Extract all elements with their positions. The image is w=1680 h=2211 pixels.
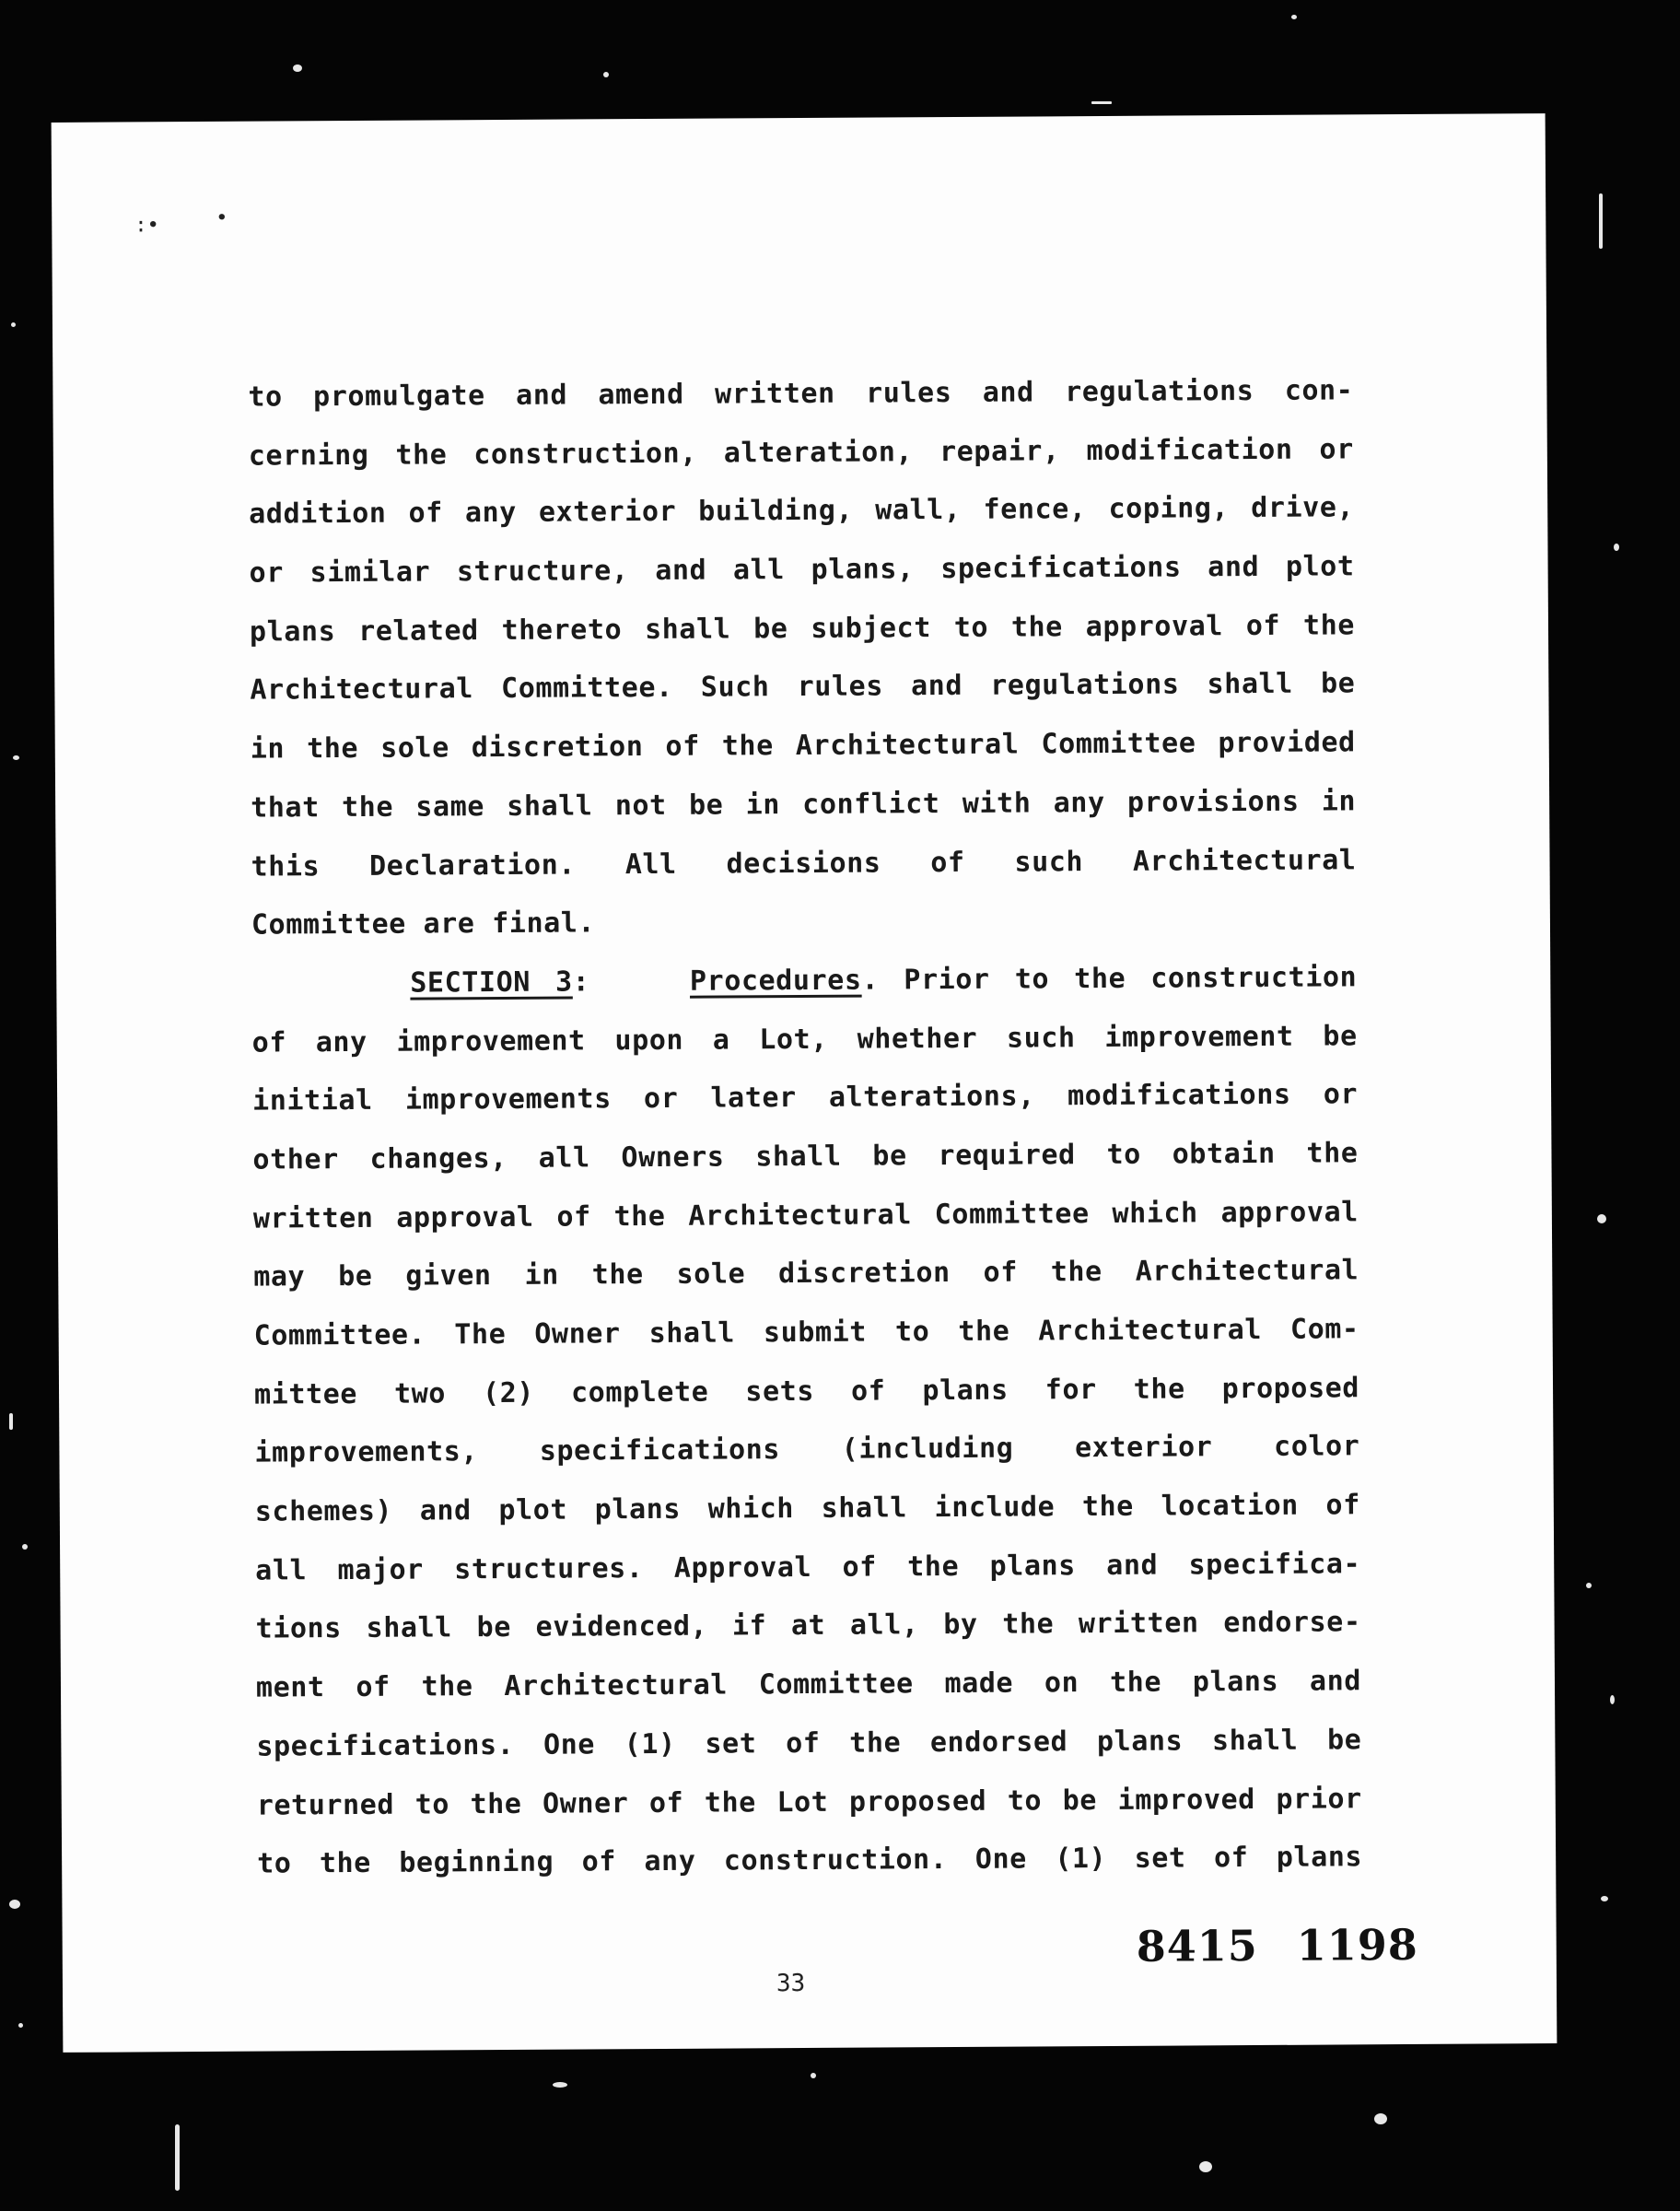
stamp-book: 8415 (1136, 1921, 1258, 1971)
text-line: specifications. One (1) set of the endorsed plans shall be (256, 1724, 1362, 1763)
scan-speck (18, 2023, 23, 2028)
text-line: returned to the Owner of the Lot proposed to be improved prior (256, 1782, 1362, 1822)
section-colon: : (572, 965, 590, 999)
text-line: addition of any exterior building, wall, fence, coping, drive, (249, 491, 1355, 532)
document-page (52, 113, 1558, 2053)
scan-speck (1091, 101, 1112, 104)
section-title-rest: . Prior to the construction (861, 961, 1358, 997)
scan-speck (1599, 193, 1603, 249)
text-line: all major structures. Approval of the plans and specifica- (255, 1548, 1361, 1587)
text-line: this Declaration. All decisions of such Architectural (251, 843, 1357, 883)
scan-speck (1601, 1896, 1608, 1901)
text-line: written approval of the Architectural Committee which approval (252, 1195, 1359, 1235)
scan-speck (22, 1544, 28, 1550)
scan-mark: :• (134, 214, 159, 238)
recording-stamp (1137, 1920, 1418, 1971)
section-title: Procedures (689, 964, 862, 998)
text-line: tions shall be evidenced, if at all, by the written endorse- (255, 1606, 1361, 1646)
text-line: Architectural Committee. Such rules and regulations shall be (250, 667, 1356, 708)
scan-speck (9, 1900, 20, 1909)
text-line: schemes) and plot plans which shall include the location of (254, 1489, 1360, 1528)
text-line: other changes, all Owners shall be required to obtain the (252, 1137, 1359, 1176)
scan-speck (293, 64, 302, 72)
text-line: cerning the construction, alteration, repair, modification or (248, 433, 1354, 473)
text-line: may be given in the sole discretion of the Architectural (253, 1254, 1359, 1293)
text-line: to the beginning of any construction. One (1) set of plans (257, 1841, 1363, 1880)
scan-speck (175, 2124, 180, 2191)
scan-speck (1614, 544, 1619, 551)
text-line: to promulgate and amend written rules and regulations con- (248, 374, 1354, 414)
scan-speck (9, 1413, 13, 1430)
scan-speck (603, 72, 609, 77)
section-label: SECTION 3 (410, 965, 573, 1000)
text-line: in the sole discretion of the Architectural Committee provided (250, 726, 1356, 766)
text-line: that the same shall not be in conflict with any provisions in (251, 785, 1357, 825)
text-line: initial improvements or later alterations, modifications or (252, 1078, 1359, 1117)
scan-speck (1610, 1695, 1615, 1704)
stamp-page: 1198 (1296, 1919, 1418, 1971)
scan-speck (13, 755, 19, 760)
text-line: Committee are final. (251, 907, 596, 942)
scan-speck (1199, 2161, 1212, 2172)
text-line: of any improvement upon a Lot, whether such improvement be (251, 1019, 1358, 1059)
scan-speck (811, 2073, 816, 2078)
scan-speck (1291, 15, 1297, 19)
scan-speck (1374, 2113, 1387, 2124)
scan-speck (553, 2082, 567, 2088)
section-heading (251, 948, 1357, 1013)
page-number: 33 (776, 1970, 806, 1998)
document-body (248, 361, 1362, 1893)
scan-speck (1586, 1583, 1592, 1588)
scan-speck (1597, 1214, 1606, 1223)
text-line: ment of the Architectural Committee made on the plans and (255, 1665, 1362, 1704)
text-line: plans related thereto shall be subject to the approval of the (249, 609, 1356, 649)
text-line: Committee. The Owner shall submit to the Architectural Com- (253, 1313, 1359, 1352)
text-line: or similar structure, and all plans, specifications and plot (249, 550, 1355, 590)
scan-mark: ∙ (216, 205, 228, 229)
text-line: mittee two (2) complete sets of plans for the proposed (253, 1372, 1360, 1411)
scan-speck (11, 322, 16, 327)
text-line: improvements, specifications (including exterior color (254, 1430, 1360, 1470)
